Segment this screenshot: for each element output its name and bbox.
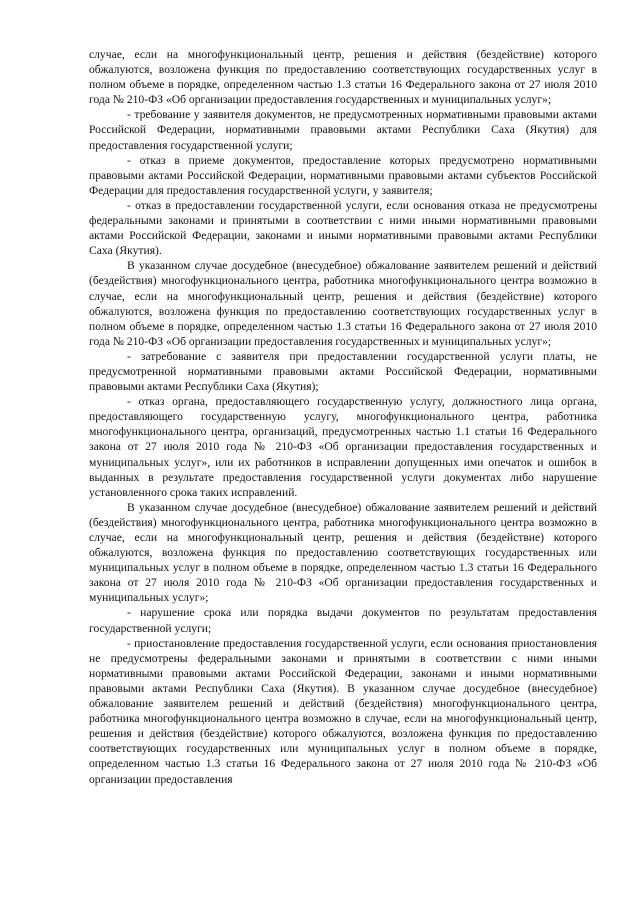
list-item-delivery-violation: - нарушение срока или порядка выдачи документов по результатам предоставления государственной услуги; — [89, 606, 597, 635]
list-item-correction-refusal: - отказ органа, предоставляющего государственную услугу, должностного лица органа, предоставляющего государственную услугу, многофункционального центра, работника многофункционального центра, организаций, предусмотренных частью 1.1 статьи 16 Федерального закона от 27 июля 2010 года № 210-ФЗ «Об организации предоставления государственных и муниципальных услуг», или их работников в исправлении допущенных ими опечаток и ошибок в выданных в результате предоставления государственной услуги документах либо нарушение установленного срока таких исправлений. — [89, 395, 597, 499]
paragraph-mfc-appeal-2: В указанном случае досудебное (внесудебное) обжалование заявителем решений и действий (бездействия) многофункционального центра, работника многофункционального центра возможно в случае, если на многофункциональный центр, решения и действия (бездействие) которого обжалуются, возложена функция по предоставлению соответствующих государственных или муниципальных услуг в полном объеме в порядке, определенном частью 1.3 статьи 16 Федерального закона от 27 июля 2010 года № 210-ФЗ «Об организации предоставления государственных и муниципальных услуг»; — [89, 500, 597, 605]
list-item-document-requirement: - требование у заявителя документов, не предусмотренных нормативными правовыми актами Российской Федерации, нормативными правовыми актами Республики Саха (Якутия) для предоставления государственной услуги; — [89, 108, 597, 152]
paragraph-mfc-appeal-1: В указанном случае досудебное (внесудебное) обжалование заявителем решений и действий (бездействия) многофункционального центра, работника многофункционального центра возможно в случае, если на многофункциональный центр, решения и действия (бездействие) которого обжалуются, возложена функция по предоставлению соответствующих государственных услуг в полном объеме в порядке, определенном частью 1.3 статьи 16 Федерального закона от 27 июля 2010 года № 210-ФЗ «Об организации предоставления государственных и муниципальных услуг»; — [89, 259, 597, 348]
list-item-suspension: - приостановление предоставления государственной услуги, если основания приостановления не предусмотрены федеральными законами и принятыми в соответствии с ними иными нормативными правовыми актами Российской Федерации, законами и иными нормативными правовыми актами Республики Саха (Якутия). В указанном случае досудебное (внесудебное) обжалование заявителем решений и действий (бездействия) многофункционального центра, работника многофункционального центра возможно в случае, если на многофункциональный центр, решения и действия (бездействие) которого обжалуются, возложена функция по предоставлению соответствующих государственных или муниципальных услуг в полном объеме в порядке, определенном частью 1.3 статьи 16 Федерального закона от 27 июля 2010 года № 210-ФЗ «Об организации предоставления — [89, 636, 597, 786]
list-item-refusal-to-accept: - отказ в приеме документов, предоставление которых предусмотрено нормативными правовыми актами Российской Федерации, нормативными правовыми актами субъектов Российской Федерации для предоставления государственной услуги, у заявителя; — [89, 153, 597, 197]
list-item-fee-demand: - затребование с заявителя при предоставлении государственной услуги платы, не предусмотренной нормативными правовыми актами Российской Федерации, нормативными правовыми актами Республики Саха (Якутия); — [89, 349, 597, 394]
paragraph-continuation: случае, если на многофункциональный центр, решения и действия (бездействие) которого обжалуются, возложена функция по предоставлению соответствующих государственных услуг в полном объеме в порядке, определенном частью 1.3 статьи 16 Федерального закона от 27 июля 2010 года № 210-ФЗ «Об организации предоставления государственных и муниципальных услуг»; — [89, 48, 597, 107]
list-item-refusal-of-service: - отказ в предоставлении государственной услуги, если основания отказа не предусмотрены федеральными законами и принятыми в соответствии с ними иными нормативными правовыми актами Российской Федерации, законами и иными нормативными правовыми актами Республики Саха (Якутия). — [89, 198, 597, 258]
document-page — [89, 47, 597, 787]
